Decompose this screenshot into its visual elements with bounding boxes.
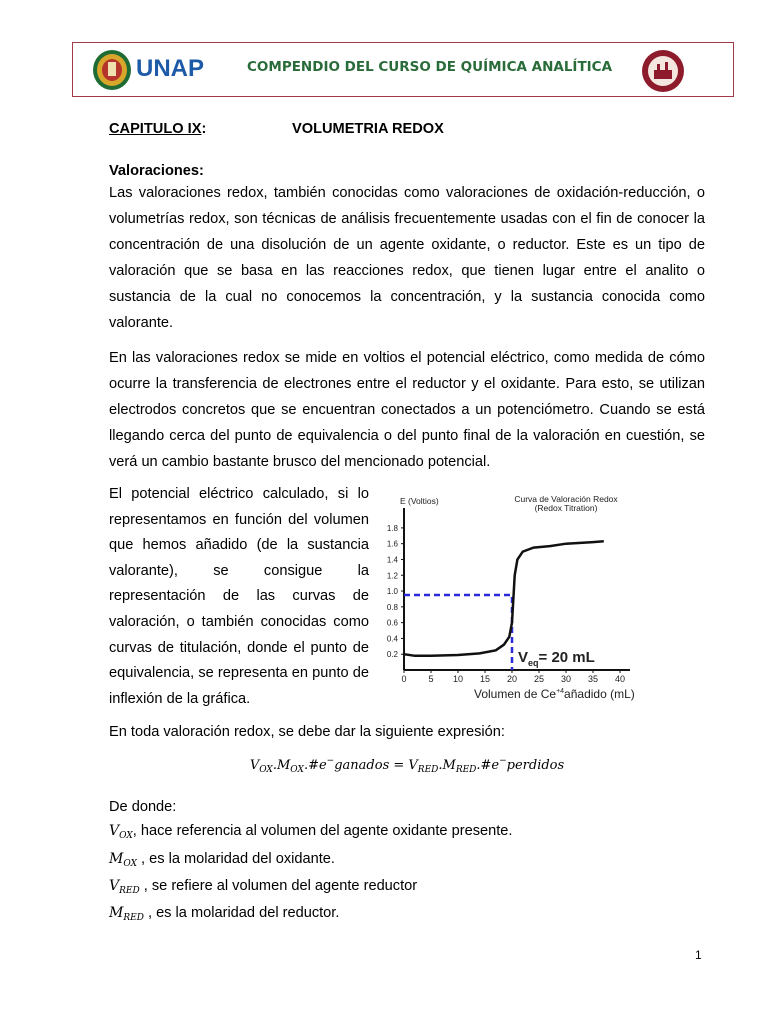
titration-chart bbox=[370, 490, 710, 702]
y-tick-label: 1.4 bbox=[386, 555, 398, 565]
x-tick-label: 40 bbox=[614, 674, 626, 684]
y-tick-label: 1.0 bbox=[386, 587, 398, 597]
x-tick-label: 0 bbox=[401, 674, 407, 684]
x-tick-label: 10 bbox=[452, 674, 464, 684]
x-tick-label: 30 bbox=[560, 674, 572, 684]
chapter-colon: : bbox=[201, 121, 207, 137]
definition-m-red: $M_{RED}$ , es la molaridad del reductor. bbox=[109, 905, 340, 923]
paragraph-2: En las valoraciones redox se mide en voltios el potencial eléctrico, como medida de cómo ocurre la transferencia de electrones entre el reductor y el oxidante. Para esto, se utilizan electrodos concretos que se encuentran conectados a un potenciómetro. Cuando se está llegando cerca del punto de equivalencia o del punto final de la valoración en cuestión, se verá un cambio bastante brusco del mencionado potencial. bbox=[109, 350, 705, 470]
chart-subtitle: (Redox Titration) bbox=[534, 503, 598, 513]
redox-equation: $V_{OX}.M_{OX}.\#e^-ganados$ = $V_{RED}.M_{RED}.\#e^-perdidos$ bbox=[249, 756, 565, 775]
paragraph-4: En toda valoración redox, se debe dar la siguiente expresión: bbox=[109, 724, 505, 740]
unap-logo-text: UNAP bbox=[136, 55, 205, 82]
x-tick-label: 25 bbox=[533, 674, 545, 684]
chapter-label: CAPITULO IX bbox=[109, 121, 202, 137]
page-header bbox=[72, 42, 734, 97]
paragraph-3: El potencial eléctrico calculado, si lo representamos en función del volumen que hemos añadido (de la sustancia valorante), se consigue la representación de las curvas de valoración, o también conocidas como curvas de titulación, donde el punto de equivalencia, se representa en punto de inflexión de la gráfica. bbox=[109, 486, 369, 707]
chart-title: Curva de Valoración Redox bbox=[514, 494, 618, 504]
de-donde-label: De donde: bbox=[109, 799, 177, 815]
equivalence-label: $V_{eq}= 20$ mL bbox=[518, 649, 595, 668]
x-tick-label: 20 bbox=[506, 674, 518, 684]
y-axis-label: E (Voltios) bbox=[400, 496, 439, 506]
y-tick-label: 0.8 bbox=[386, 602, 398, 612]
chapter-heading bbox=[109, 121, 444, 137]
y-tick-label: 1.6 bbox=[386, 539, 398, 549]
course-title: COMPENDIO DEL CURSO DE QUÍMICA ANALÍTICA bbox=[247, 59, 613, 75]
definition-m-ox: $M_{OX}$ , es la molaridad del oxidante. bbox=[109, 851, 335, 869]
page-number: 1 bbox=[695, 948, 702, 962]
x-axis-label: Volumen de $Ce^{+4}añadido$ (mL) bbox=[474, 687, 635, 701]
x-tick-label: 35 bbox=[587, 674, 599, 684]
y-tick-label: 1.8 bbox=[386, 523, 398, 533]
y-tick-label: 0.2 bbox=[386, 650, 398, 660]
chapter-title: VOLUMETRIA REDOX bbox=[292, 121, 444, 137]
x-tick-label: 15 bbox=[479, 674, 491, 684]
x-tick-label: 5 bbox=[428, 674, 434, 684]
titration-curve bbox=[404, 541, 604, 656]
unap-shield-icon bbox=[91, 48, 133, 92]
y-tick-label: 1.2 bbox=[386, 571, 398, 581]
y-tick-label: 0.4 bbox=[386, 634, 398, 644]
y-tick-label: 0.6 bbox=[386, 618, 398, 628]
equivalence-dashed-lines bbox=[404, 595, 512, 670]
section-heading: Valoraciones: bbox=[109, 163, 204, 179]
faculty-seal-icon bbox=[640, 48, 686, 94]
paragraph-1: Las valoraciones redox, también conocidas como valoraciones de oxidación-reducción, o volumetrías redox, son técnicas de análisis frecuentemente usadas con el fin de conocer la concentración de una disolución de un agente oxidante, o reductor. Este es un tipo de valoración que se basa en las reacciones redox, que tienen lugar entre el analito o sustancia de la cual no conocemos la concentración, y la sustancia conocida como valorante. bbox=[109, 185, 705, 331]
definition-v-red: $V_{RED}$ , se refiere al volumen del agente reductor bbox=[109, 878, 418, 896]
definition-v-ox: $V_{OX}$, hace referencia al volumen del agente oxidante presente. bbox=[109, 823, 513, 841]
